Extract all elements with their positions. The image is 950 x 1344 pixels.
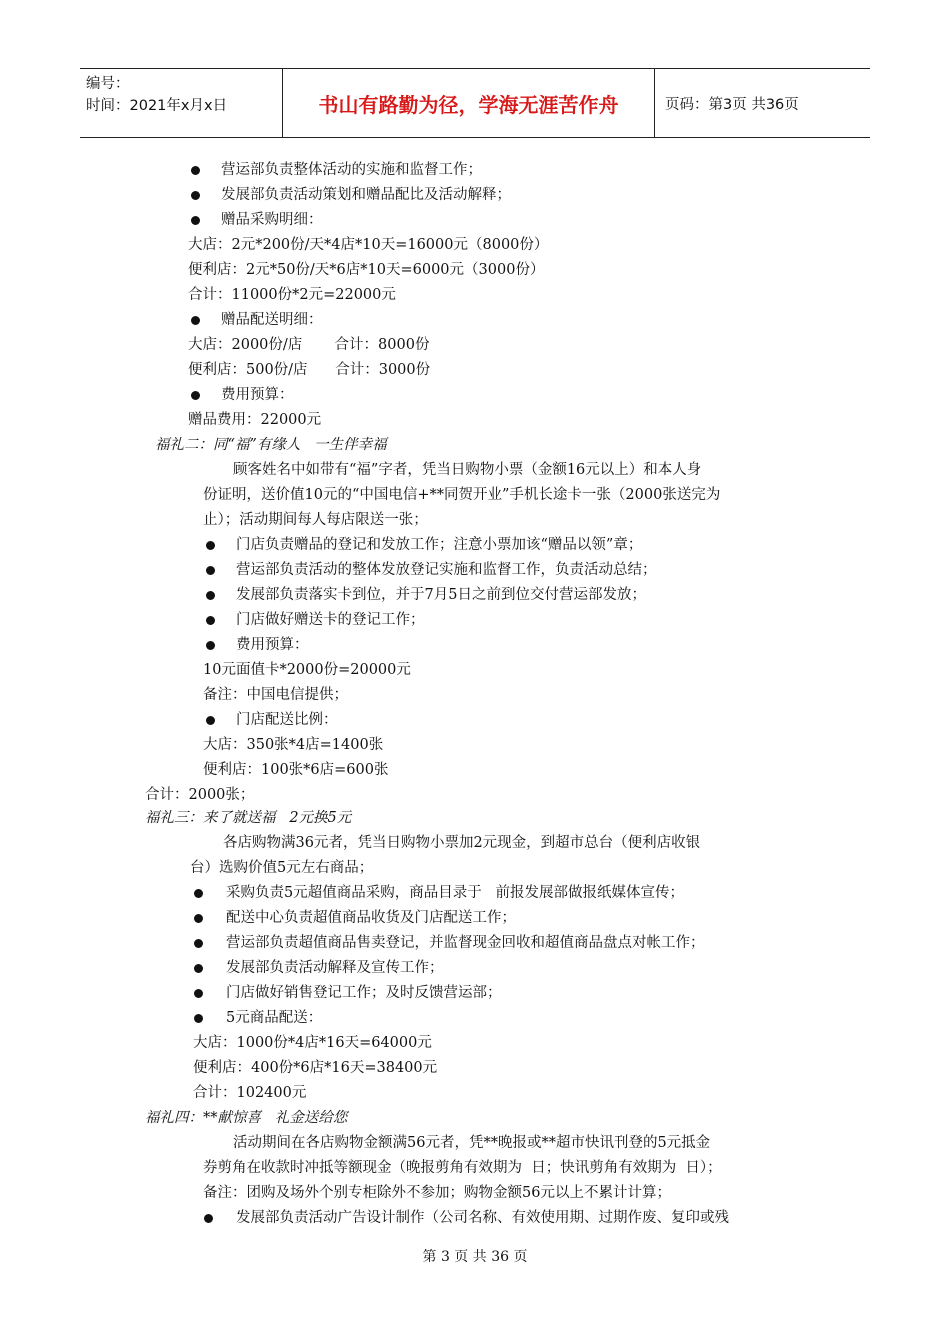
body-line: 各店购物满36元者，凭当日购物小票加2元现金，到超市总台（便利店收银 [223, 835, 701, 851]
bullet-icon [191, 391, 200, 400]
body-line: 份证明，送价值10元的“中国电信+**同贺开业”手机长途卡一张（2000张送完为 [203, 487, 721, 503]
bullet-icon [191, 216, 200, 225]
body-line: 便利店：500份/店 合计：3000份 [188, 362, 431, 378]
body-line: 赠品费用：22000元 [188, 412, 322, 428]
body-line: 赠品配送明细： [221, 312, 323, 328]
body-line: 活动期间在各店购物金额满56元者，凭**晚报或**超市快讯刊登的5元抵金 [233, 1135, 711, 1151]
body-line: 合计：11000份*2元=22000元 [188, 287, 396, 303]
bullet-icon [194, 989, 203, 998]
header-number-label: 编号： [86, 76, 130, 92]
body-line: 备注：中国电信提供； [203, 687, 348, 703]
body-line: 门店负责赠品的登记和发放工作；注意小票加该“赠品以领”章； [236, 537, 643, 553]
body-line: 合计：102400元 [193, 1085, 307, 1101]
bullet-icon [194, 1014, 203, 1023]
page-header [80, 68, 870, 138]
header-motto: 书山有路勤为径，学海无涯苦作舟 [283, 69, 655, 137]
body-line: 10元面值卡*2000份=20000元 [203, 662, 411, 678]
bullet-icon [191, 166, 200, 175]
bullet-icon [206, 716, 215, 725]
body-line: 合计：2000张； [145, 787, 255, 803]
bullet-icon [206, 616, 215, 625]
header-date-label: 时间：2021年x月x日 [86, 98, 228, 114]
section-heading: 福礼四：**献惊喜 礼金送给您 [145, 1110, 348, 1126]
bullet-icon [206, 591, 215, 600]
page-footer: 第 3 页 共 36 页 [422, 1249, 528, 1265]
body-line: 费用预算： [236, 637, 309, 653]
body-line: 顾客姓名中如带有“福”字者，凭当日购物小票（金额16元以上）和本人身 [233, 462, 702, 478]
body-line: 大店：2元*200份/天*4店*10天=16000元（8000份） [188, 237, 549, 253]
bullet-icon [206, 641, 215, 650]
bullet-icon [206, 566, 215, 575]
body-line: 便利店：400份*6店*16天=38400元 [193, 1060, 438, 1076]
bullet-icon [194, 939, 203, 948]
body-line: 大店：1000份*4店*16天=64000元 [193, 1035, 432, 1051]
body-line: 便利店：2元*50份/天*6店*10天=6000元（3000份） [188, 262, 545, 278]
body-line: 备注：团购及场外个别专柜除外不参加；购物金额56元以上不累计计算； [203, 1185, 671, 1201]
body-line: 营运部负责超值商品售卖登记，并监督现金回收和超值商品盘点对帐工作； [226, 935, 705, 951]
header-meta-cell [80, 69, 283, 137]
body-line: 营运部负责活动的整体发放登记实施和监督工作，负责活动总结； [236, 562, 657, 578]
bullet-icon [204, 1214, 213, 1223]
body-line: 采购负责5元超值商品采购，商品目录于 前报发展部做报纸媒体宣传； [226, 885, 685, 901]
body-line: 费用预算： [221, 387, 294, 403]
body-line: 便利店：100张*6店=600张 [203, 762, 389, 778]
header-page-label: 页码：第3页 共36页 [665, 96, 799, 113]
bullet-icon [191, 316, 200, 325]
bullet-icon [194, 889, 203, 898]
body-line: 止）；活动期间每人每店限送一张； [203, 512, 428, 528]
body-line: 大店：350张*4店=1400张 [203, 737, 384, 753]
body-line: 配送中心负责超值商品收货及门店配送工作； [226, 910, 516, 926]
bullet-icon [194, 914, 203, 923]
bullet-icon [194, 964, 203, 973]
body-line: 大店：2000份/店 合计：8000份 [188, 337, 430, 353]
body-line: 发展部负责活动解释及宣传工作； [226, 960, 444, 976]
body-line: 券剪角在收款时冲抵等额现金（晚报剪角有效期为 日；快讯剪角有效期为 日）； [203, 1160, 722, 1176]
body-line: 门店做好赠送卡的登记工作； [236, 612, 425, 628]
bullet-icon [191, 191, 200, 200]
body-line: 发展部负责落实卡到位，并于7月5日之前到位交付营运部发放； [236, 587, 646, 603]
section-heading: 福礼三：来了就送福 2元换5元 [145, 810, 352, 826]
body-line: 台）选购价值5元左右商品； [190, 860, 374, 876]
bullet-icon [206, 541, 215, 550]
body-line: 发展部负责活动广告设计制作（公司名称、有效使用期、过期作废、复印或残 [236, 1210, 729, 1226]
section-heading: 福礼二：同“福”有缘人 一生伴幸福 [155, 437, 387, 453]
body-line: 营运部负责整体活动的实施和监督工作； [221, 162, 482, 178]
body-line: 赠品采购明细： [221, 212, 323, 228]
body-line: 门店做好销售登记工作；及时反馈营运部； [226, 985, 502, 1001]
body-line: 发展部负责活动策划和赠品配比及活动解释； [221, 187, 511, 203]
body-line: 5元商品配送： [226, 1010, 323, 1026]
body-line: 门店配送比例： [236, 712, 338, 728]
